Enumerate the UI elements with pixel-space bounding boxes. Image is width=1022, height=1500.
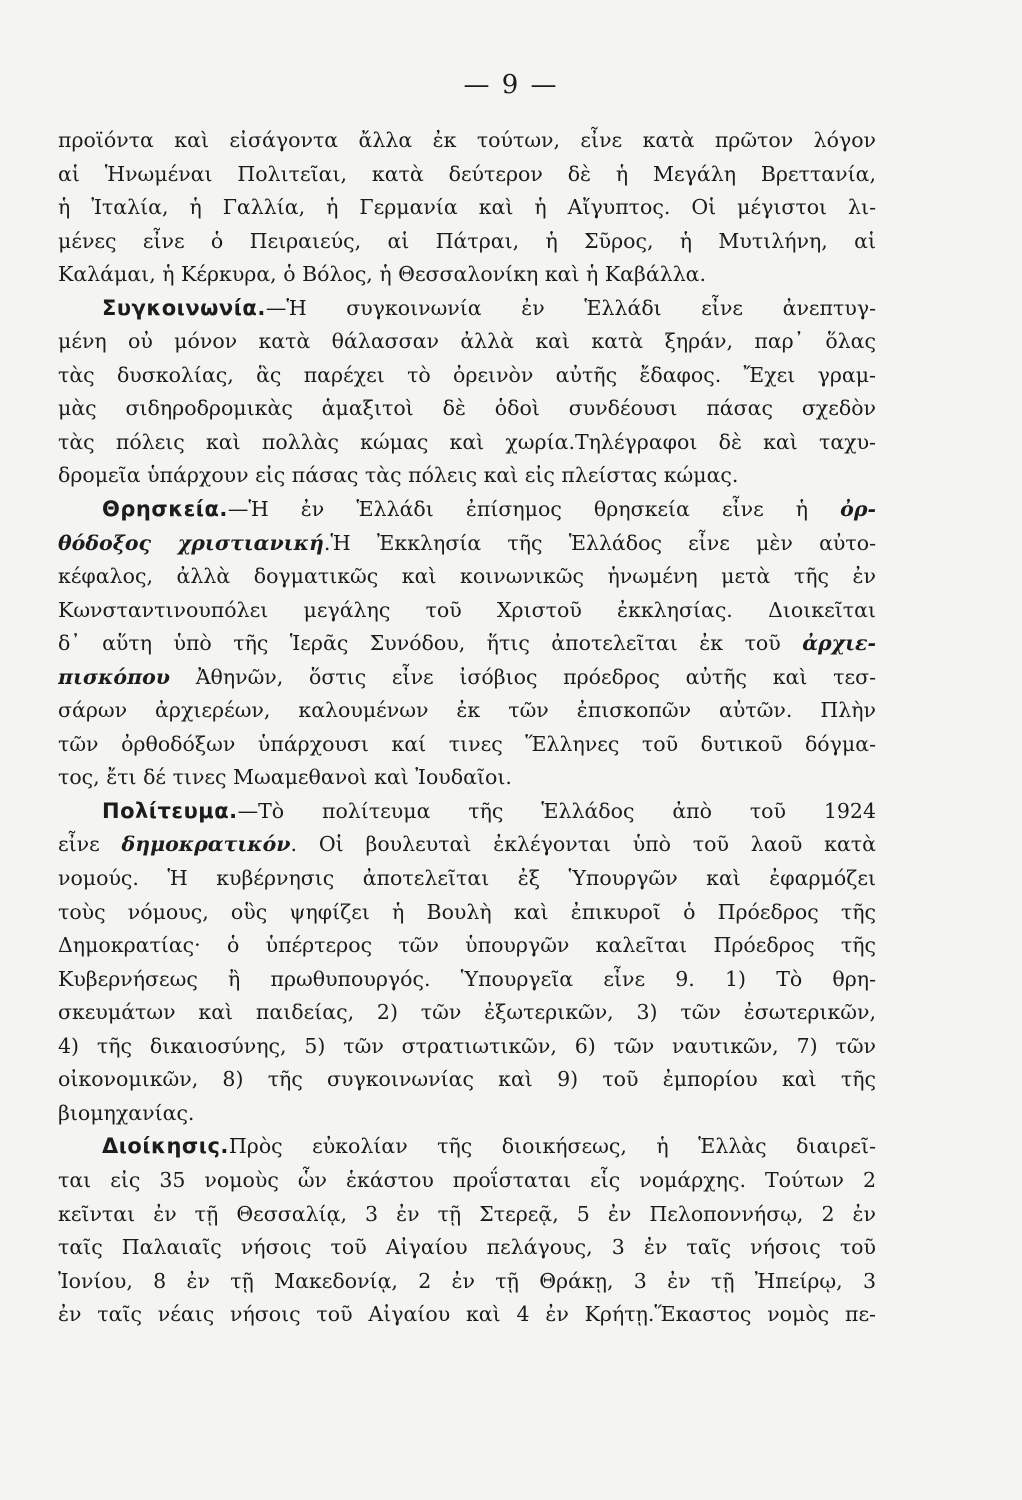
text-line xyxy=(58,694,876,728)
text-line xyxy=(58,560,876,594)
text-line xyxy=(58,1097,876,1131)
text-segment: τοὺς νόμους, οὓς ψηφίζει ἡ Βουλὴ καὶ ἐπικυροῖ ὁ Πρόεδρος τῆς xyxy=(58,899,876,924)
text-line xyxy=(58,795,876,829)
text-segment: σκευμάτων καὶ παιδείας, 2) τῶν ἐξωτερικῶν, 3) τῶν ἐσωτερικῶν, xyxy=(58,1000,876,1025)
text-segment: κεῖνται ἐν τῇ Θεσσαλίᾳ, 3 ἐν τῇ Στερεᾷ, 5 ἐν Πελοποννήσῳ, 2 ἐν xyxy=(58,1201,876,1226)
text-segment: . Οἱ βουλευταὶ ἐκλέγονται ὑπὸ τοῦ λαοῦ κατὰ xyxy=(290,832,876,857)
text-segment: Ἰονίου, 8 ἐν τῇ Μακεδονίᾳ, 2 ἐν τῇ Θράκῃ, 3 ἐν τῇ Ἠπείρῳ, 3 xyxy=(58,1268,876,1293)
section-heading: Θρησκεία. xyxy=(102,497,228,522)
text-line xyxy=(58,292,876,326)
text-line xyxy=(58,124,876,158)
text-segment: προϊόντα καὶ εἰσάγοντα ἄλλα ἐκ τούτων, εἶνε κατὰ πρῶτον λόγον xyxy=(58,128,876,152)
section-heading: Συγκοινωνία. xyxy=(102,295,266,320)
text-segment: Πρὸς εὐκολίαν τῆς διοικήσεως, ἡ Ἑλλὰς διαιρεῖ- xyxy=(228,1134,876,1159)
text-line xyxy=(58,828,876,862)
text-line xyxy=(58,761,876,795)
text-segment: Κωνσταντινουπόλει μεγάλης τοῦ Χριστοῦ ἐκκλησίας. Διοικεῖται xyxy=(58,597,876,622)
text-segment: Κυβερνήσεως ἢ πρωθυπουργός. Ὑπουργεῖα εἶνε 9. 1) Τὸ θρη- xyxy=(58,966,876,991)
text-line xyxy=(58,325,876,359)
text-line xyxy=(58,1030,876,1064)
text-line xyxy=(58,225,876,259)
section-heading: Διοίκησις. xyxy=(102,1134,229,1159)
text-segment: σάρων ἀρχιερέων, καλουμένων ἐκ τῶν ἐπισκοπῶν αὐτῶν. Πλὴν xyxy=(58,698,876,723)
text-segment: τος, ἔτι δέ τινες Μωαμεθανοὶ καὶ Ἰουδαῖοι. xyxy=(58,765,512,790)
emphasized-term: θόδοξος χριστιανική xyxy=(58,530,324,555)
text-line xyxy=(58,493,876,527)
text-segment: κέφαλος, ἀλλὰ δογματικῶς καὶ κοινωνικῶς ἡνωμένη μετὰ τῆς ἐν xyxy=(58,564,876,589)
text-line xyxy=(58,929,876,963)
text-segment: ται εἰς 35 νομοὺς ὧν ἑκάστου προΐσταται εἷς νομάρχης. Τούτων 2 xyxy=(58,1167,876,1192)
emphasized-term: πισκόπου xyxy=(58,664,170,689)
text-segment: αἱ Ἡνωμέναι Πολιτεῖαι, κατὰ δεύτερον δὲ ἡ Μεγάλη Βρεττανία, xyxy=(58,161,876,186)
text-line xyxy=(58,1298,876,1332)
text-segment: οἰκονομικῶν, 8) τῆς συγκοινωνίας καὶ 9) τοῦ ἐμπορίου καὶ τῆς xyxy=(58,1067,876,1092)
text-line xyxy=(58,527,876,561)
text-segment: —Ἡ ἐν Ἑλλάδι ἐπίσημος θρησκεία εἶνε ἡ xyxy=(227,497,841,522)
emphasized-term: δημοκρατικόν xyxy=(121,832,291,857)
text-segment: δρομεῖα ὑπάρχουν εἰς πάσας τὰς πόλεις καὶ εἰς πλείστας κώμας. xyxy=(58,463,739,488)
text-line xyxy=(58,627,876,661)
text-segment: ἐν ταῖς νέαις νήσοις τοῦ Αἰγαίου καὶ 4 ἐν Κρήτῃ.Ἕκαστος νομὸς πε- xyxy=(58,1302,876,1327)
text-line xyxy=(58,862,876,896)
text-line xyxy=(58,1198,876,1232)
text-line xyxy=(58,1231,876,1265)
text-line xyxy=(58,1164,876,1198)
text-segment: Ἀθηνῶν, ὅστις εἶνε ἰσόβιος πρόεδρος αὐτῆς καὶ τεσ- xyxy=(169,664,876,689)
text-line xyxy=(58,459,876,493)
text-segment: νομούς. Ἡ κυβέρνησις ἀποτελεῖται ἐξ Ὑπουργῶν καὶ ἐφαρμόζει xyxy=(58,866,876,891)
emphasized-term: ἀρχιε- xyxy=(802,631,876,656)
text-segment: τὰς πόλεις καὶ πολλὰς κώμας καὶ χωρία.Τηλέγραφοι δὲ καὶ ταχυ- xyxy=(58,429,876,454)
text-segment: ἡ Ἰταλία, ἡ Γαλλία, ἡ Γερμανία καὶ ἡ Αἴγυπτος. Οἱ μέγιστοι λι- xyxy=(58,195,876,220)
emphasized-term: ὀρ- xyxy=(840,497,876,522)
text-line xyxy=(58,1265,876,1299)
text-line xyxy=(58,1063,876,1097)
text-line xyxy=(58,996,876,1030)
text-line xyxy=(58,191,876,225)
text-segment: εἶνε xyxy=(58,832,122,857)
text-segment: μένη οὐ μόνον κατὰ θάλασσαν ἀλλὰ καὶ κατὰ ξηράν, παρ᾿ ὅλας xyxy=(58,329,876,354)
text-line xyxy=(58,896,876,930)
section-heading: Πολίτευμα. xyxy=(102,798,238,823)
body-text xyxy=(58,124,876,1332)
text-segment: Δημοκρατίας· ὁ ὑπέρτερος τῶν ὑπουργῶν καλεῖται Πρόεδρος τῆς xyxy=(58,933,876,958)
text-line xyxy=(58,158,876,192)
text-segment: βιομηχανίας. xyxy=(58,1100,195,1125)
text-segment: μὰς σιδηροδρομικὰς ἁμαξιτοὶ δὲ ὁδοὶ συνδέουσι πάσας σχεδὸν xyxy=(58,396,876,421)
text-segment: —Τὸ πολίτευμα τῆς Ἑλλάδος ἀπὸ τοῦ 1924 xyxy=(237,798,876,823)
text-segment: 4) τῆς δικαιοσύνης, 5) τῶν στρατιωτικῶν, 6) τῶν ναυτικῶν, 7) τῶν xyxy=(58,1033,876,1058)
text-line xyxy=(58,661,876,695)
text-segment: δ᾿ αὕτη ὑπὸ τῆς Ἱερᾶς Συνόδου, ἥτις ἀποτελεῖται ἐκ τοῦ xyxy=(58,631,803,656)
page-number: — 9 — xyxy=(463,70,559,100)
text-line xyxy=(58,1130,876,1164)
text-line xyxy=(58,594,876,628)
text-line xyxy=(58,963,876,997)
text-segment: ταῖς Παλαιαῖς νήσοις τοῦ Αἰγαίου πελάγους, 3 ἐν ταῖς νήσοις τοῦ xyxy=(58,1235,876,1260)
text-line xyxy=(58,258,876,292)
text-line xyxy=(58,728,876,762)
text-segment: Καλάμαι, ἡ Κέρκυρα, ὁ Βόλος, ἡ Θεσσαλονίκη καὶ ἡ Καβάλλα. xyxy=(58,262,707,287)
text-segment: τῶν ὀρθοδόξων ὑπάρχουσι καί τινες Ἕλληνες τοῦ δυτικοῦ δόγμα- xyxy=(58,731,876,756)
text-segment: —Ἡ συγκοινωνία ἐν Ἑλλάδι εἶνε ἀνεπτυγ- xyxy=(265,295,876,320)
text-segment: μένες εἶνε ὁ Πειραιεύς, αἱ Πάτραι, ἡ Σῦρος, ἡ Μυτιλήνη, αἱ xyxy=(58,228,876,253)
text-segment: .Ἡ Ἐκκλησία τῆς Ἑλλάδος εἶνε μὲν αὐτο- xyxy=(323,530,876,555)
text-line xyxy=(58,359,876,393)
text-line xyxy=(58,426,876,460)
text-segment: τὰς δυσκολίας, ἃς παρέχει τὸ ὀρεινὸν αὐτῆς ἔδαφος. Ἔχει γραμ- xyxy=(58,362,876,387)
text-line xyxy=(58,392,876,426)
